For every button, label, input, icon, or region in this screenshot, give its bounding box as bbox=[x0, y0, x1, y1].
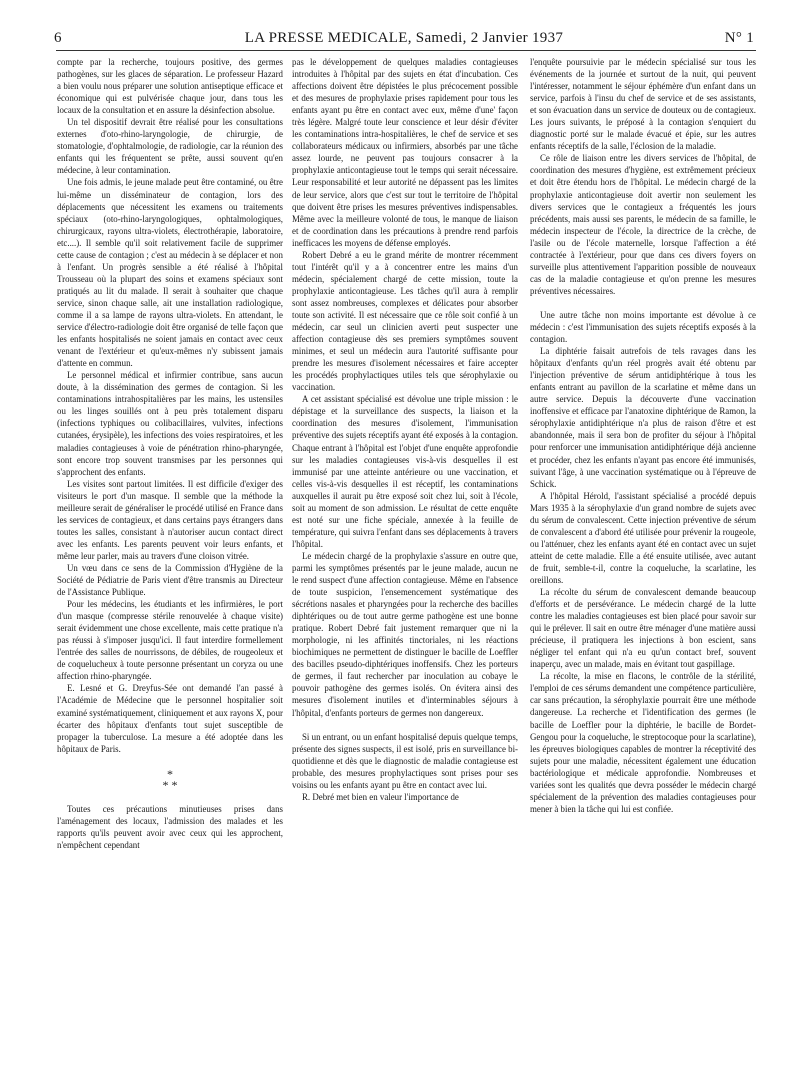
paragraph: La récolte du sérum de convalescent demande beaucoup d'efforts et de persévérance. Le médecin chargé de la lutte contre les maladies contagieuses est bien placé pour savoir sur qui le prélever. Il sait en outre être ménager d'une matière aussi précieuse, il pratiquera les injections à bon escient, sans négliger tel enfant qui n'a eu qu'un contact bref, souvent inaperçu, avec un malade, mais en évitant tout gaspillage. bbox=[530, 587, 756, 670]
paragraph: Une fois admis, le jeune malade peut être contaminé, ou être lui-même un disséminateur de contagion, lors des déplacements que nécessitent les examens ou traitements spéciaux (oto-rhino-laryngologiques, ophtalmologiques, chirurgicaux, rayons ultra-violets, électrothérapie, laboratoire, etc....). Il semble qu'il soit relativement facile de supprimer cette cause de contagion ; c'est au médecin à se déplacer et non à l'enfant. Un progrès sensible a été réalisé à l'hôpital Trousseau où la plupart des soins et examens spéciaux sont pratiqués au lit du malade. Il serait à souhaiter que chaque service, sinon chaque salle, ait une installation radiologique, comme il a sa lampe de rayons ultra-violets. En attendant, le service d'électro-radiologie doit être organisé de telle façon que les enfants hospitalisés ne soient jamais en contact avec ceux venant de l'extérieur et qu'eux-mêmes n'y subissent jamais d'attente en commun. bbox=[57, 177, 283, 369]
paragraph: Le médecin chargé de la prophylaxie s'assure en outre que, parmi les symptômes présentés par le jeune malade, aucun ne le rend suspect d'une affection contagieuse. Même en l'absence de toute suspicion, l'ensemencement systématique des sécrétions nasales et pharyngées pour la recherche des bacilles diphtériques ou de tout autre germe pathogène est une bonne pratique. Robert Debré fait justement remarquer que ni la morphologie, ni les affinités tinctoriales, ni les réactions biochimiques ne permettent de distinguer le bacille de Loeffler des bacilles pseudo-diphtériques inoffensifs. Chez les porteurs de germes, il faut rechercher par inoculation au cobaye le pouvoir pathogène des germes isolés. On évitera ainsi des mesures d'isolement inutiles et d'interminables séjours à l'hôpital, d'enfants porteurs de germes non dangereux. bbox=[292, 550, 518, 718]
paragraph: Ce rôle de liaison entre les divers services de l'hôpital, de coordination des mesures d'hygiène, est extrêmement précieux et doit être étendu hors de l'hôpital. Le médecin chargé de la prophylaxie anticontagieuse doit avertir non seulement les divers services que le contagieux a fréquentés les jours précédents, mais aussi ses parents, le médecin de sa famille, le médecin inspecteur de l'école, la directrice de la crèche, de l'asile ou de l'école maternelle, lorsque l'affection a été contractée à l'extérieur, pour que dans ces divers foyers on surveille plus attentivement l'apparition possible de nouveaux cas de la maladie contagieuse et qu'on prenne les mesures préventives nécessaires. bbox=[530, 153, 756, 296]
page-header bbox=[54, 30, 754, 48]
paragraph: Pour les médecins, les étudiants et les infirmières, le port d'un masque (compresse stérile renouvelée à chaque visite) serait évidemment une chose excellente, mais cette pratique n'a pas réussi à s'imposer jusqu'ici. Il faut interdire formellement l'entrée des salles de nourrissons, de débiles, de rougeoleux et de coquelucheux à toute personne présentant un coryza ou une affection rhino-pharyngée. bbox=[57, 599, 283, 682]
separator-star: * bbox=[167, 766, 173, 781]
column-2 bbox=[292, 56, 518, 1056]
section-separator bbox=[57, 766, 283, 792]
header-rule bbox=[56, 50, 756, 51]
paragraph: Un tel dispositif devrait être réalisé pour les consultations externes d'oto-rhino-laryngologie, de chirurgie, de stomatologie, d'ophtalmologie, de radiologie, car la réunion des enfants qui les fréquentent se prête, aussi souvent qu'en médecine, à leur contamination. bbox=[57, 117, 283, 176]
paragraph: Robert Debré a eu le grand mérite de montrer récemment tout l'intérêt qu'il y a à concentrer entre les mains d'un médecin, spécialement chargé de cette mission, toute la prophylaxie anticontagieuse. Les tâches qu'il aura à remplir sont assez nombreuses, complexes et délicates pour absorber toute son activité. Il est nécessaire que ce rôle soit confié à un médecin, car seul un clinicien averti peut suspecter une affection contagieuse dès ses premiers symptômes souvent minimes, et seul un médecin aura l'autorité suffisante pour prendre les mesures d'isolement nécessaires et faire accepter les procédés prophylactiques utiles tels que sérophylaxie ou vaccination. bbox=[292, 249, 518, 393]
paragraph: A cet assistant spécialisé est dévolue une triple mission : le dépistage et la surveillance des suspects, la liaison et la coordination des mesures d'isolement, l'immunisation préventive des sujets réceptifs ayant été exposés à la contagion. Chaque entrant à l'hôpital est l'objet d'une enquête approfondie sur les maladies contagieuses vis-à-vis desquelles il est immunisé par une atteinte antérieure ou une vaccination, et celles vis-à-vis desquelles il est réceptif, les contaminations auxquelles il aurait pu être exposé soit chez lui, soit à l'école, soit au moment de son admission. Le résultat de cette enquête est noté sur une fiche spéciale, annexée à la feuille de température, qui suivra l'enfant dans ses déplacements à travers l'hôpital. bbox=[292, 394, 518, 549]
paragraph: La diphtérie faisait autrefois de tels ravages dans les hôpitaux d'enfants qu'un réel progrès avait été obtenu par l'injection préventive de sérum antidiphtérique à tous les enfants entrant au pavillon de la scarlatine et même dans un autre service. Depuis la découverte d'une vaccination inoffensive et efficace par l'anatoxine diphtérique de Ramon, la sérophylaxie antidiphtérique n'a plus de raison d'être et est abandonnée, mais il sera bon de profiter du séjour à l'hôpital pour renforcer une immunisation antidiphtérique déjà ancienne et procéder, chez les enfants n'ayant pas encore été immunisés, suivant l'âge, à une vaccination systématique ou à l'épreuve de Schick. bbox=[530, 346, 756, 489]
paragraph: E. Lesné et G. Dreyfus-Sée ont demandé l'an passé à l'Académie de Médecine que le personnel hospitalier soit examiné systématiquement, cliniquement et aux rayons X, pour écarter des hôpitaux d'enfants tout sujet susceptible de propager la tuberculose. La mesure a été adoptée dans les hôpitaux de Paris. bbox=[57, 683, 283, 754]
column-1 bbox=[57, 56, 283, 1056]
paragraph: Les visites sont partout limitées. Il est difficile d'exiger des visiteurs le port d'un masque. Il semble que la méthode la meilleure serait de généraliser le procédé utilisé en France dans les services de contagieux, et dans certains pays étrangers dans toutes les salles, consistant à n'autoriser aucun contact direct avec les enfants. Les parents peuvent voir leurs enfants, et même leur parler, mais au travers d'une cloison vitrée. bbox=[57, 478, 283, 561]
journal-title: LA PRESSE MEDICALE, Samedi, 2 Janvier 1937 bbox=[244, 30, 564, 46]
paragraph: Une autre tâche non moins importante est dévolue à ce médecin : c'est l'immunisation des sujets réceptifs exposés à la contagion. bbox=[530, 309, 756, 345]
issue-number: N° 1 bbox=[724, 30, 754, 46]
separator-stars: * * bbox=[162, 777, 178, 792]
column-3 bbox=[530, 56, 756, 1056]
paragraph: Un vœu dans ce sens de la Commission d'Hygiène de la Société de Pédiatrie de Paris vient d'être transmis au Directeur de l'Assistance Publique. bbox=[57, 562, 283, 598]
paragraph: Toutes ces précautions minutieuses prises dans l'aménagement des locaux, l'admission des malades et les rapports qu'ils peuvent avoir avec ceux qui les approchent, n'empêchent cependant bbox=[57, 803, 283, 850]
paragraph: pas le développement de quelques maladies contagieuses introduites à l'hôpital par des sujets en état d'incubation. Ces affections doivent être dépistées le plus précocement possible et des mesures de prophylaxie prises rapidement pour tous les enfants ayant pu être en contact avec eux, même d'une' façon très légère. Malgré toute leur conscience et leur désir d'éviter les contaminations intra-hospitalières, le chef de service et ses collaborateurs médicaux ou infirmiers, absorbés par une tâche assez lourde, ne peuvent pas toujours consacrer à la prophylaxie anticontagieuse tout le temps qui serait nécessaire. Leur responsabilité et leur autorité ne dépassent pas les limites de leur service, alors que c'est sur tout le territoire de l'hôpital que doivent être prises les mesures préventives indispensables. Même avec la meilleure volonté de tous, le manque de liaison et de coordination dans les précautions à prendre rend parfois inefficaces les moyens de défense employés. bbox=[292, 57, 518, 248]
paragraph: Le personnel médical et infirmier contribue, sans aucun doute, à la dissémination des germes de contagion. Si les contaminations intrahospitalières par les mains, les ustensiles ou les linges souillés ont à peu près totalement disparu (infections typhiques ou colibacillaires, vulvites, infections cutanées, érysipèle), les infections des voies respiratoires, et les maladies contagieuses à voie de pénétration rhino-pharyngée, sont encore trop souvent transmises par les personnes qui s'approchent des enfants. bbox=[57, 370, 283, 477]
paragraph: La récolte, la mise en flacons, le contrôle de la stérilité, l'emploi de ces sérums demandent une compétence particulière, car sans précaution, la sérophylaxie pourrait être une méthode dangereuse. La recherche et l'identification des germes (le bacille de Loeffler pour la diphtérie, le bacille de Bordet-Gengou pour la coqueluche, le streptocoque pour la scarlatine), les épreuves biologiques capables de montrer la réceptivité des sujets pour une maladie, nécessitent également une éducation bactériologique et médicale approfondie. Nombreuses et variées sont les qualités que devra posséder le médecin chargé spécialement de la prévention des maladies contagieuses pour mener à bien la tâche qui lui est confiée. bbox=[530, 671, 756, 814]
paragraph: l'enquête poursuivie par le médecin spécialisé sur tous les événements de la journée et surtout de la nuit, qui peuvent l'intéresser, notamment le séjour éphémère d'un enfant dans un service, parfois à l'insu du chef de service et de ses assistants, et son évacuation dans un service de douteux ou de contagieux. Les jours suivants, le préposé à la contagion s'enquiert du diagnostic porté sur le malade évacué et épie, sur les autres enfants réceptifs de la salle, l'éclosion de la maladie. bbox=[530, 57, 756, 152]
paragraph: R. Debré met bien en valeur l'importance de bbox=[302, 791, 459, 802]
paragraph: Si un entrant, ou un enfant hospitalisé depuis quelque temps, présente des signes suspects, il est isolé, pris en surveillance bi-quotidienne et dès que le diagnostic de maladie contagieuse est probable, des mesures prophylactiques sont prises pour ses voisins ou les enfants ayant pu être en contact avec lui. bbox=[292, 731, 518, 790]
page-number: 6 bbox=[54, 30, 62, 46]
paragraph: A l'hôpital Hérold, l'assistant spécialisé a procédé depuis Mars 1935 à la sérophylaxie d'un grand nombre de sujets avec du sérum de convalescent. Cette injection préventive de sérum de convalescent a d'abord été utilisée pour prévenir la rougeole, ou l'atténuer, chez les enfants ayant été en contact avec un sujet atteint de cette maladie. Elle a été ensuite utilisée, avec autant de fruit, semble-t-il, contre la coqueluche, la scarlatine, les oreillons. bbox=[530, 490, 756, 585]
paragraph: compte par la recherche, toujours positive, des germes pathogènes, sur les glaces de séparation. Le professeur Hazard a bien voulu nous préparer une solution antiseptique efficace et économique qui est pulvérisée chaque jour, dans tous les locaux de la consultation et en assure la désinfection absolue. bbox=[57, 57, 283, 116]
